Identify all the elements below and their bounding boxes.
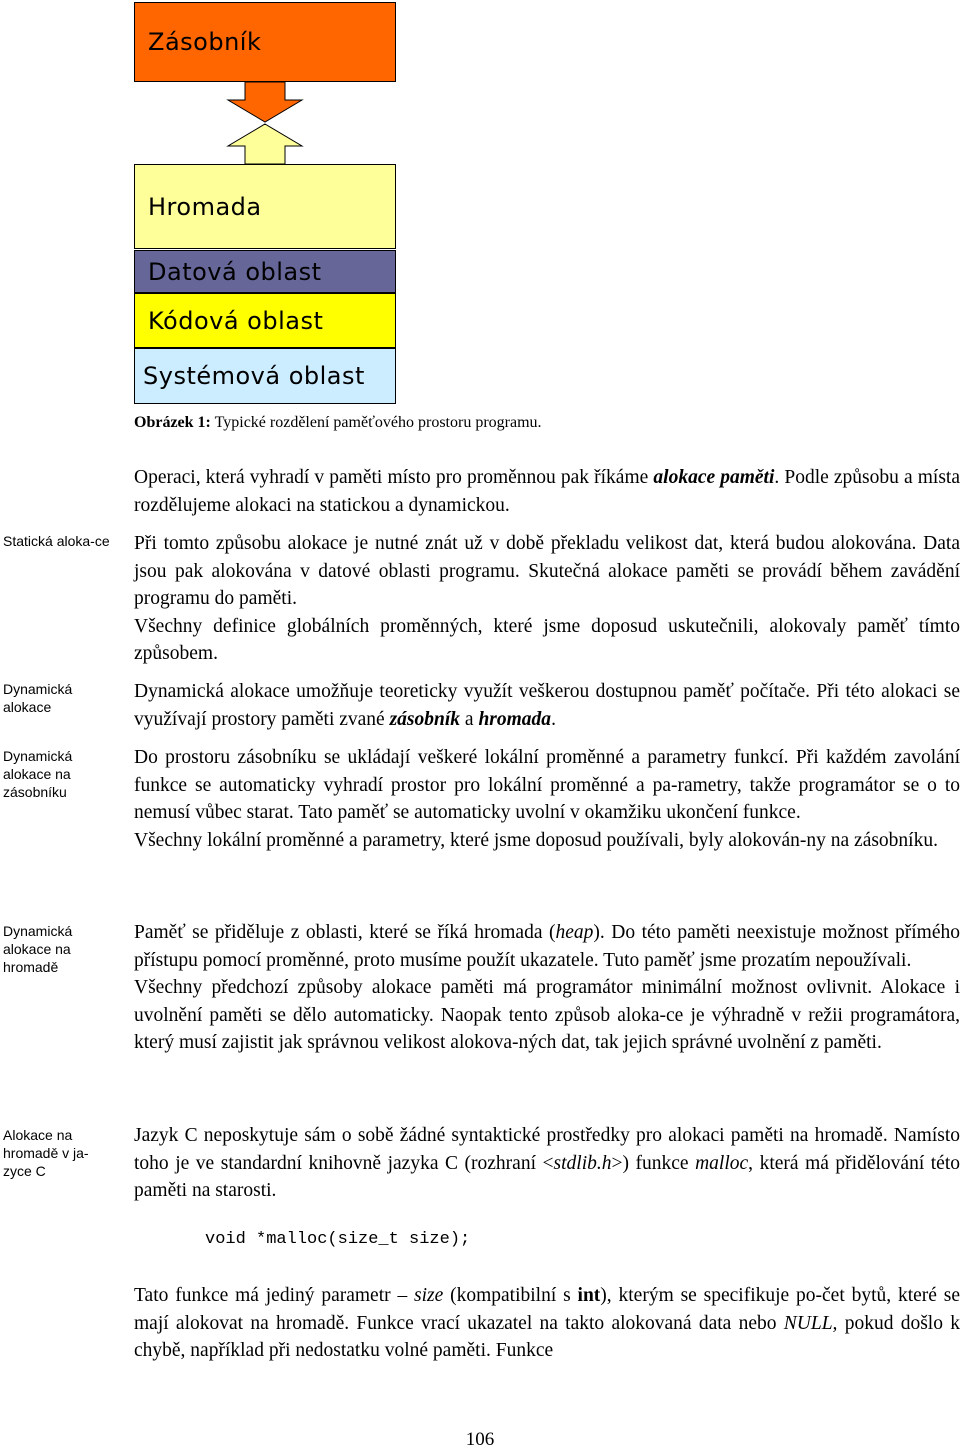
text-run: Do prostoru zásobníku se ukládají veškeré lokální proměnné a parametry funkcí. Při každém zavolání funkce se automaticky vyhradí prostor pro lokální proměnné a pa-rametry, takže programátor se o to nemusí vůbec starat. Tato paměť se automaticky uvolní v okamžiku ukončení funkce. bbox=[134, 747, 960, 823]
text-run: NULL, bbox=[783, 1312, 838, 1334]
text-run: zásobník bbox=[389, 708, 461, 730]
data-segment-block bbox=[134, 250, 396, 293]
text-run: pokud došlo k chybě, například při nedostatku volné paměti. Funkce bbox=[134, 1312, 960, 1361]
text-run: Jazyk C neposkytuje sám o sobě žádné syntaktické prostředky pro alokaci paměti na hromadě. Namísto toho je ve standardní knihovně jazyka C (rozhraní < bbox=[134, 1125, 960, 1174]
heap-block bbox=[134, 164, 396, 249]
system-area-label: Systémová oblast bbox=[143, 362, 365, 390]
arrow-down-icon bbox=[228, 82, 302, 122]
paragraph bbox=[134, 464, 960, 519]
text-run: ). Do této paměti neexistuje možnost přímého přístupu pomocí proměnné, proto musíme použít ukazatele. Tuto paměť jsme prozatím nepoužívali. bbox=[134, 922, 960, 971]
system-area-block bbox=[134, 348, 396, 404]
text-run: int bbox=[577, 1285, 601, 1306]
text-run: . Podle způsobu a místa rozdělujeme alokaci na statickou a dynamickou. bbox=[134, 467, 960, 516]
figure-caption bbox=[134, 414, 542, 432]
text-run: , která má přidělování této paměti na starosti. bbox=[134, 1152, 960, 1201]
sidebar-note: Dynamická alokace na zásobníku bbox=[3, 748, 73, 800]
text-run: Při tomto způsobu alokace je nutné znát už v době překladu velikost dat, která budou alokována. Data jsou pak alokována v datové oblasti programu. Skutečná alokace paměti se provádí během zavádění programu do paměti. bbox=[134, 533, 960, 609]
stack-label: Zásobník bbox=[148, 28, 262, 56]
page-number: 106 bbox=[465, 1429, 495, 1450]
heap-label: Hromada bbox=[148, 192, 262, 221]
paragraph bbox=[134, 530, 960, 668]
text-run: malloc bbox=[695, 1152, 749, 1174]
text-run: alokace paměti bbox=[653, 467, 775, 488]
code-segment-label: Kódová oblast bbox=[148, 306, 324, 335]
paragraph bbox=[134, 919, 960, 1057]
memory-layout-diagram bbox=[134, 2, 398, 405]
stack-block bbox=[134, 2, 396, 82]
caption-label: Obrázek 1: bbox=[134, 414, 211, 431]
paragraph bbox=[134, 744, 960, 854]
arrows-graphic bbox=[134, 82, 398, 164]
text-run: Všechny předchozí způsoby alokace paměti má programátor minimální možnost ovlivnit. Alokace i uvolnění paměti se dělo automaticky. Naopak tento způsob aloka-ce je výhradně v režii programátora, který musí zajistit jak správnou velikost alokova-ných dat, tak jejich správné uvolnění z paměti. bbox=[134, 977, 960, 1053]
paragraph bbox=[134, 678, 960, 733]
paragraph bbox=[134, 1122, 960, 1205]
text-run: a bbox=[460, 708, 479, 730]
sidebar-note: Alokace na hromadě v ja-zyce C bbox=[3, 1127, 89, 1179]
text-run: stdlib.h bbox=[553, 1152, 612, 1174]
caption-text: Typické rozdělení paměťového prostoru programu. bbox=[210, 414, 542, 431]
data-segment-label: Datová oblast bbox=[148, 257, 322, 286]
code-sample: void *malloc(size_t size); bbox=[205, 1230, 471, 1249]
text-run: Všechny lokální proměnné a parametry, které jsme doposud používali, byly alokován-ny na zásobníku. bbox=[134, 829, 938, 851]
text-run: ), kterým se specifikuje po-čet bytů, které se mají alokovat na hromadě. Funkce vrací ukazatel na takto alokovaná data nebo bbox=[134, 1285, 960, 1334]
text-run: Dynamická alokace umožňuje teoreticky využít veškerou dostupnou paměť počítače. Při této alokaci se využívají prostory paměti zvané bbox=[134, 681, 960, 730]
text-run: Všechny definice globálních proměnných, které jsme doposud uskutečnili, alokovaly paměť tímto způsobem. bbox=[134, 615, 960, 664]
text-run: (kompatibilní s bbox=[443, 1285, 578, 1306]
sidebar-note: Dynamická alokace bbox=[3, 681, 73, 715]
sidebar-note: Dynamická alokace na hromadě bbox=[3, 923, 73, 975]
arrow-up-icon bbox=[228, 124, 302, 164]
text-run: size bbox=[414, 1285, 444, 1306]
text-run: Operaci, která vyhradí v paměti místo pro proměnnou pak říkáme bbox=[134, 467, 654, 488]
text-run: Tato funkce má jediný parametr – bbox=[134, 1285, 415, 1306]
text-run: hromada bbox=[478, 708, 552, 730]
text-run: . bbox=[551, 708, 556, 730]
paragraph bbox=[134, 1282, 960, 1365]
text-run: heap bbox=[555, 922, 594, 943]
text-run: Paměť se přiděluje z oblasti, které se říká hromada ( bbox=[134, 922, 556, 943]
code-segment-block bbox=[134, 293, 396, 348]
sidebar-note: Statická aloka-ce bbox=[3, 533, 110, 549]
text-run: >) funkce bbox=[611, 1152, 696, 1174]
